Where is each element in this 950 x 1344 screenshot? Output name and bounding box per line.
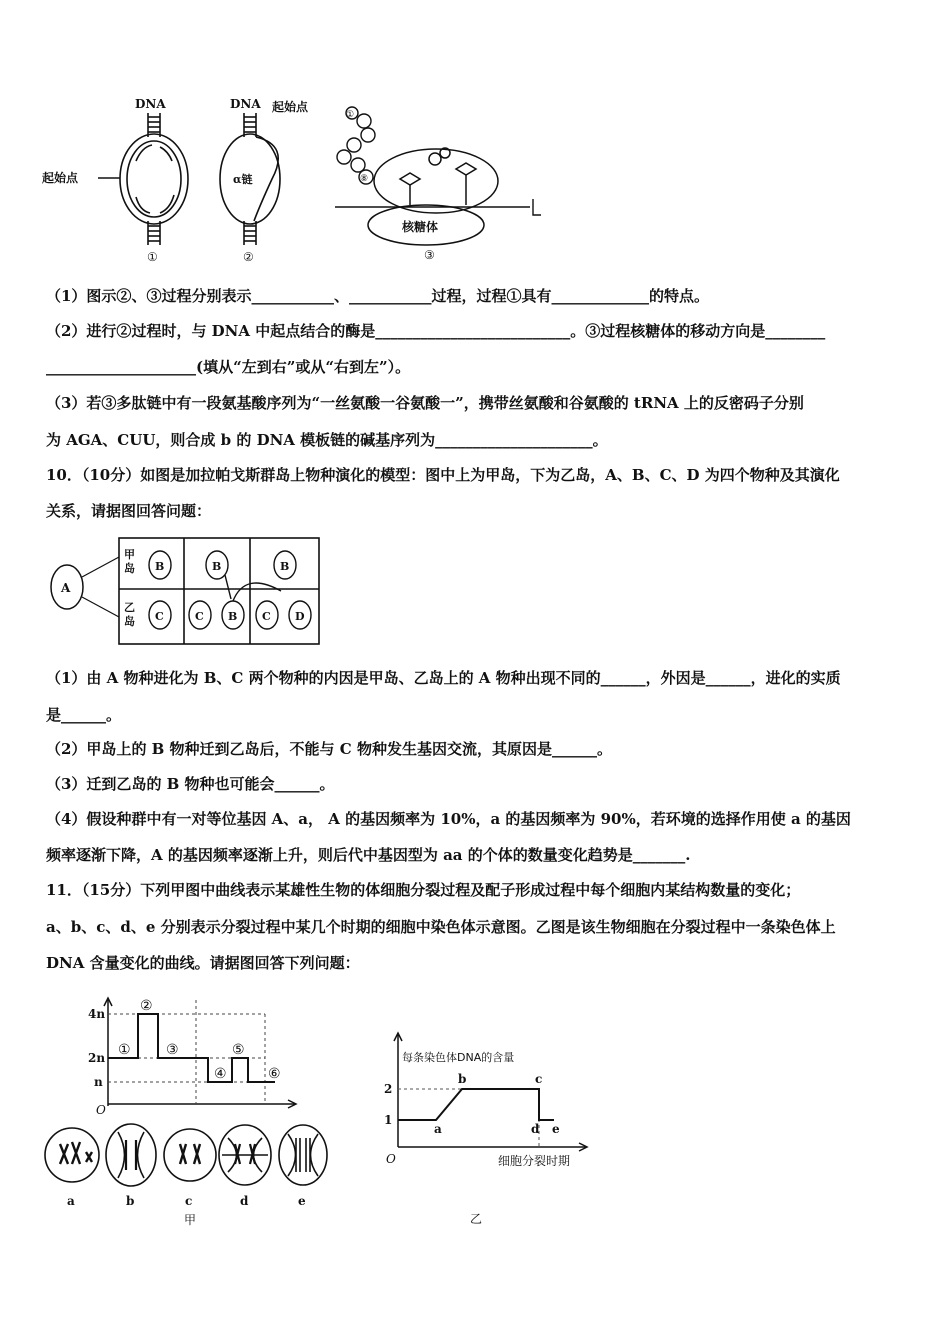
q11-line-3: DNA 含量变化的曲线。请据图回答下列问题： bbox=[46, 954, 360, 972]
yi-origin: O bbox=[386, 1152, 396, 1166]
b-marker bbox=[533, 199, 541, 215]
dna-label-1: DNA bbox=[135, 97, 166, 111]
circle-label-8: ⑧ bbox=[360, 174, 369, 184]
yi-point-e: e bbox=[552, 1122, 560, 1136]
q9-line-4: （3）若③多肽链中有一段氨基酸序列为“一丝氨酸一谷氨酸一”，携带丝氨酸和谷氨酸的 tRNA 上的反密码子分别 bbox=[46, 394, 804, 412]
dao-label-1: 岛 bbox=[124, 562, 135, 575]
circle-label-1: ① bbox=[147, 250, 158, 264]
q10-line-7: （4）假设种群中有一对等位基因 A、a， A 的基因频率为 10%，a 的基因频率为 90%，若环境的选择作用使 a 的基因 bbox=[46, 810, 851, 828]
yi-dna-content-chart bbox=[370, 1025, 600, 1230]
q9-line-3: ____________________(填从“左到右”或从“右到左”）。 bbox=[46, 358, 411, 376]
jia-curve bbox=[108, 1014, 275, 1082]
alpha-chain-label: α链 bbox=[233, 173, 253, 186]
jia-stage-6: ⑥ bbox=[268, 1066, 281, 1082]
q10-line-2: 关系，请据图回答问题： bbox=[46, 502, 212, 520]
dna-replication-bubble bbox=[120, 113, 188, 245]
species-c-3: C bbox=[262, 610, 271, 623]
yi-point-d: d bbox=[531, 1122, 540, 1136]
cell-label-d: d bbox=[240, 1194, 249, 1208]
circle-label-1b: ① bbox=[346, 110, 355, 120]
q10-line-8: 频率逐渐下降，A 的基因频率逐渐上升，则后代中基因型为 aa 的个体的数量变化趋势是_______. bbox=[46, 846, 691, 864]
jia-stage-4: ④ bbox=[214, 1066, 227, 1082]
yi-label: 乙 bbox=[124, 601, 135, 614]
yi-y-1: 1 bbox=[384, 1113, 393, 1127]
species-b-1: B bbox=[155, 560, 165, 573]
ribosome-label: 核糖体 bbox=[402, 220, 439, 234]
jia-grid bbox=[108, 1000, 270, 1104]
species-c-2: C bbox=[195, 610, 204, 623]
jia-label: 甲 bbox=[124, 548, 135, 561]
jia-y-4n: 4n bbox=[88, 1007, 106, 1021]
species-b-2: B bbox=[212, 560, 222, 573]
polypeptide-chain bbox=[337, 107, 375, 184]
jia-stage-1: ① bbox=[118, 1042, 131, 1058]
species-b-4: B bbox=[228, 610, 238, 623]
jia-stage-2: ② bbox=[140, 998, 153, 1014]
jia-stage-5: ⑤ bbox=[232, 1042, 245, 1058]
cell-label-b: b bbox=[126, 1194, 135, 1208]
q10-line-4: 是______。 bbox=[46, 706, 122, 724]
island-grid bbox=[119, 538, 319, 644]
circle-label-2: ② bbox=[243, 250, 254, 264]
circle-label-3: ③ bbox=[424, 248, 435, 262]
species-d: D bbox=[295, 610, 305, 623]
origin-label-right: 起始点 bbox=[272, 100, 309, 114]
q9-line-1: （1）图示②、③过程分别表示___________、___________过程，过程①具有_____________的特点。 bbox=[46, 287, 709, 305]
species-evolution-figure bbox=[45, 535, 330, 650]
yi-point-a: a bbox=[434, 1122, 442, 1136]
q11-line-1: 11．（15分）下列甲图中曲线表示某雄性生物的体细胞分裂过程及配子形成过程中每个细胞内某结构数量的变化； bbox=[46, 881, 801, 899]
jia-cell-division-figure bbox=[40, 992, 340, 1232]
yi-x-axis-label: 细胞分裂时期 bbox=[498, 1154, 571, 1168]
cell-label-a: a bbox=[67, 1194, 75, 1208]
cell-label-c: c bbox=[185, 1194, 193, 1208]
cell-drawings bbox=[45, 1124, 327, 1186]
yi-y-2: 2 bbox=[384, 1082, 393, 1096]
cell-label-e: e bbox=[298, 1194, 306, 1208]
origin-label-left: 起始点 bbox=[42, 171, 79, 185]
dna-label-2: DNA bbox=[230, 97, 261, 111]
jia-caption: 甲 bbox=[184, 1213, 197, 1227]
replication-transcription-translation-figure bbox=[40, 95, 560, 265]
q10-line-6: （3）迁到乙岛的 B 物种也可能会______。 bbox=[46, 775, 335, 793]
yi-y-axis-label: 每条染色体DNA的含量 bbox=[402, 1051, 515, 1064]
q9-line-5: 为 AGA、CUU，则合成 b 的 DNA 模板链的碱基序列为_____________________。 bbox=[46, 431, 608, 449]
species-b-3: B bbox=[280, 560, 290, 573]
dao-label-2: 岛 bbox=[124, 615, 135, 628]
q10-line-5: （2）甲岛上的 B 物种迁到乙岛后，不能与 C 物种发生基因交流，其原因是______。 bbox=[46, 740, 612, 758]
yi-point-c: c bbox=[535, 1072, 543, 1086]
species-a-label: A bbox=[61, 581, 71, 595]
q9-line-2: （2）进行②过程时，与 DNA 中起点结合的酶是__________________________。③过程核糖体的移动方向是________ bbox=[46, 322, 826, 340]
yi-caption: 乙 bbox=[470, 1212, 483, 1226]
jia-stage-3: ③ bbox=[166, 1042, 179, 1058]
q11-line-2: a、b、c、d、e 分别表示分裂过程中某几个时期的细胞中染色体示意图。乙图是该生物细胞在分裂过程中一条染色体上 bbox=[46, 918, 836, 936]
yi-curve bbox=[398, 1089, 554, 1120]
jia-y-2n: 2n bbox=[88, 1051, 106, 1065]
jia-origin: O bbox=[96, 1103, 106, 1117]
yi-point-b: b bbox=[458, 1072, 467, 1086]
species-c-1: C bbox=[155, 610, 164, 623]
q10-line-3: （1）由 A 物种进化为 B、C 两个物种的内因是甲岛、乙岛上的 A 物种出现不同的______，外因是______，进化的实质 bbox=[46, 669, 841, 687]
jia-y-n: n bbox=[94, 1075, 103, 1089]
q10-line-1: 10．（10分）如图是加拉帕戈斯群岛上物种演化的模型：图中上为甲岛，下为乙岛，A、B、C、D 为四个物种及其演化 bbox=[46, 466, 840, 484]
